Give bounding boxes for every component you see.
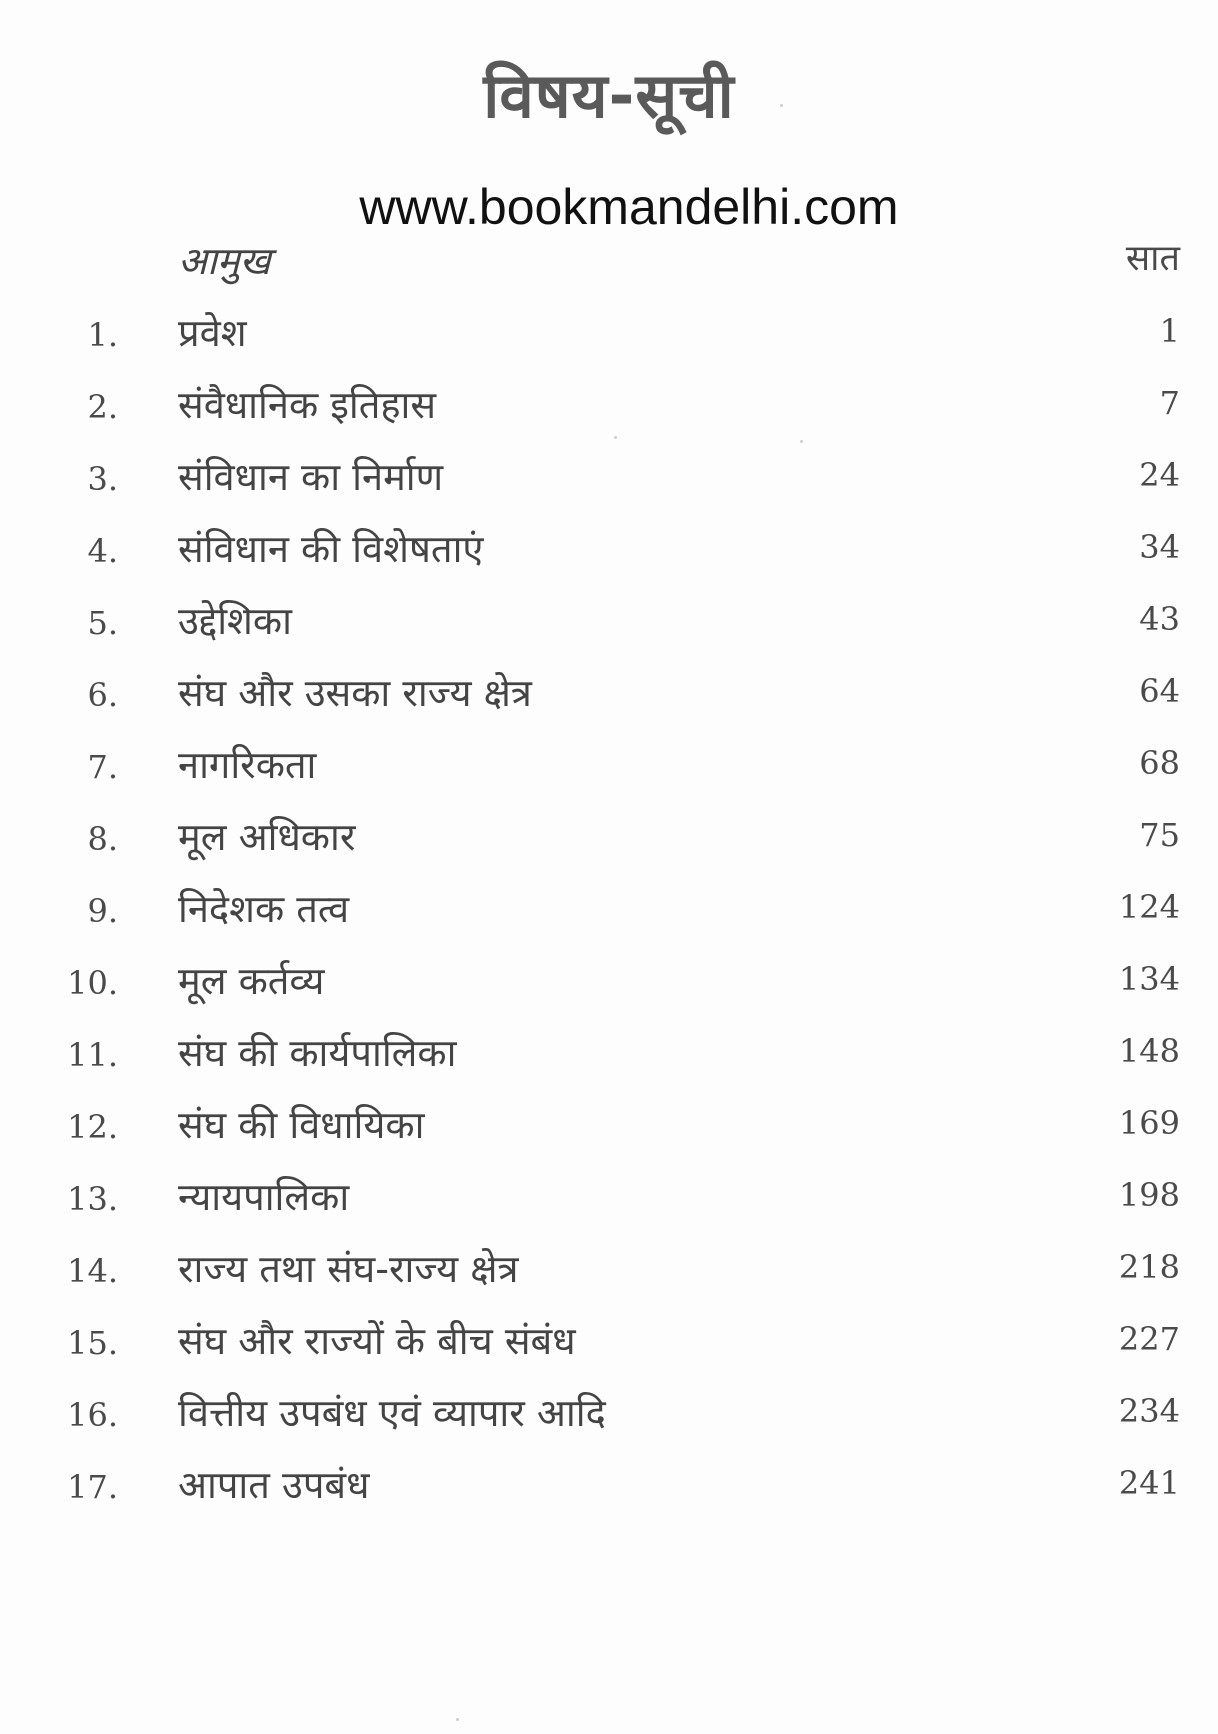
toc-row-preface[interactable] [0, 232, 1218, 292]
toc-chapter-number: 17. [67, 1468, 118, 1506]
toc-row[interactable] [0, 448, 1218, 508]
toc-chapter-number: 9. [87, 892, 118, 930]
toc-row[interactable] [0, 1240, 1218, 1300]
toc-row[interactable] [0, 1024, 1218, 1084]
scan-speck [456, 1718, 459, 1721]
toc-row[interactable] [0, 1096, 1218, 1156]
toc-label: संविधान की विशेषताएं [178, 527, 484, 571]
toc-chapter-number: 1. [87, 316, 118, 354]
toc-page-number: 124 [1118, 888, 1180, 926]
toc-row[interactable] [0, 880, 1218, 940]
toc-label: मूल कर्तव्य [178, 959, 325, 1003]
toc-label: संघ की कार्यपालिका [178, 1031, 457, 1075]
toc-page-number: 24 [1139, 456, 1180, 494]
toc-chapter-number: 7. [87, 748, 118, 786]
toc-label: राज्य तथा संघ-राज्य क्षेत्र [178, 1247, 519, 1291]
toc-label: नागरिकता [178, 743, 317, 787]
toc-page-number: 134 [1118, 960, 1180, 998]
toc-row[interactable] [0, 1384, 1218, 1444]
toc-chapter-number: 4. [87, 532, 118, 570]
toc-page-number: 34 [1139, 528, 1180, 566]
toc-row[interactable] [0, 1456, 1218, 1516]
toc-page-number: 64 [1139, 672, 1180, 710]
scan-speck [800, 440, 803, 443]
scan-speck [780, 104, 783, 107]
toc-chapter-number: 12. [67, 1108, 118, 1146]
toc-chapter-number: 15. [67, 1324, 118, 1362]
toc-page-number: 234 [1118, 1392, 1180, 1430]
toc-chapter-number: 13. [67, 1180, 118, 1218]
toc-chapter-number: 10. [67, 964, 118, 1002]
toc-row[interactable] [0, 376, 1218, 436]
toc-page-number: सात [1125, 238, 1180, 279]
toc-label: उद्देशिका [178, 599, 292, 643]
toc-chapter-number: 6. [87, 676, 118, 714]
toc-chapter-number: 11. [67, 1036, 118, 1074]
toc-label: आमुख [178, 239, 271, 283]
toc-row[interactable] [0, 736, 1218, 796]
toc-row[interactable] [0, 952, 1218, 1012]
toc-label: प्रवेश [178, 311, 247, 355]
toc-page-number: 227 [1118, 1320, 1180, 1358]
toc-page-number: 43 [1139, 600, 1180, 638]
toc-chapter-number: 5. [87, 604, 118, 642]
toc-row[interactable] [0, 664, 1218, 724]
toc-label: संघ की विधायिका [178, 1103, 425, 1147]
toc-label: संघ और राज्यों के बीच संबंध [178, 1319, 576, 1363]
toc-row[interactable] [0, 304, 1218, 364]
toc-page-number: 218 [1118, 1248, 1180, 1286]
toc-page-number: 148 [1118, 1032, 1180, 1070]
toc-chapter-number: 14. [67, 1252, 118, 1290]
toc-label: संघ और उसका राज्य क्षेत्र [178, 671, 532, 715]
toc-label: न्यायपालिका [178, 1175, 350, 1219]
toc-chapter-number: 8. [87, 820, 118, 858]
toc-page-number: 1 [1159, 312, 1180, 350]
toc-label: मूल अधिकार [178, 815, 356, 859]
toc-chapter-number: 16. [67, 1396, 118, 1434]
toc-chapter-number: 3. [87, 460, 118, 498]
toc-label: आपात उपबंध [178, 1463, 370, 1507]
toc-chapter-number: 2. [87, 388, 118, 426]
toc-label: वित्तीय उपबंध एवं व्यापार आदि [178, 1391, 606, 1435]
toc-page-number: 7 [1159, 384, 1180, 422]
toc-row[interactable] [0, 1312, 1218, 1372]
toc-label: निदेशक तत्व [178, 887, 350, 931]
page-title: विषय-सूची [483, 59, 735, 132]
toc-page-number: 75 [1139, 816, 1180, 854]
toc-row[interactable] [0, 520, 1218, 580]
toc-page-number: 68 [1139, 744, 1180, 782]
website-watermark: www.bookmandelhi.com [359, 179, 899, 235]
toc-row[interactable] [0, 808, 1218, 868]
toc-page-number: 198 [1118, 1176, 1180, 1214]
toc-label: संवैधानिक इतिहास [178, 383, 437, 427]
toc-page-number: 241 [1118, 1464, 1180, 1502]
scan-speck [614, 436, 617, 439]
toc-label: संविधान का निर्माण [178, 455, 444, 499]
toc-page-number: 169 [1118, 1104, 1180, 1142]
toc-row[interactable] [0, 1168, 1218, 1228]
toc-row[interactable] [0, 592, 1218, 652]
